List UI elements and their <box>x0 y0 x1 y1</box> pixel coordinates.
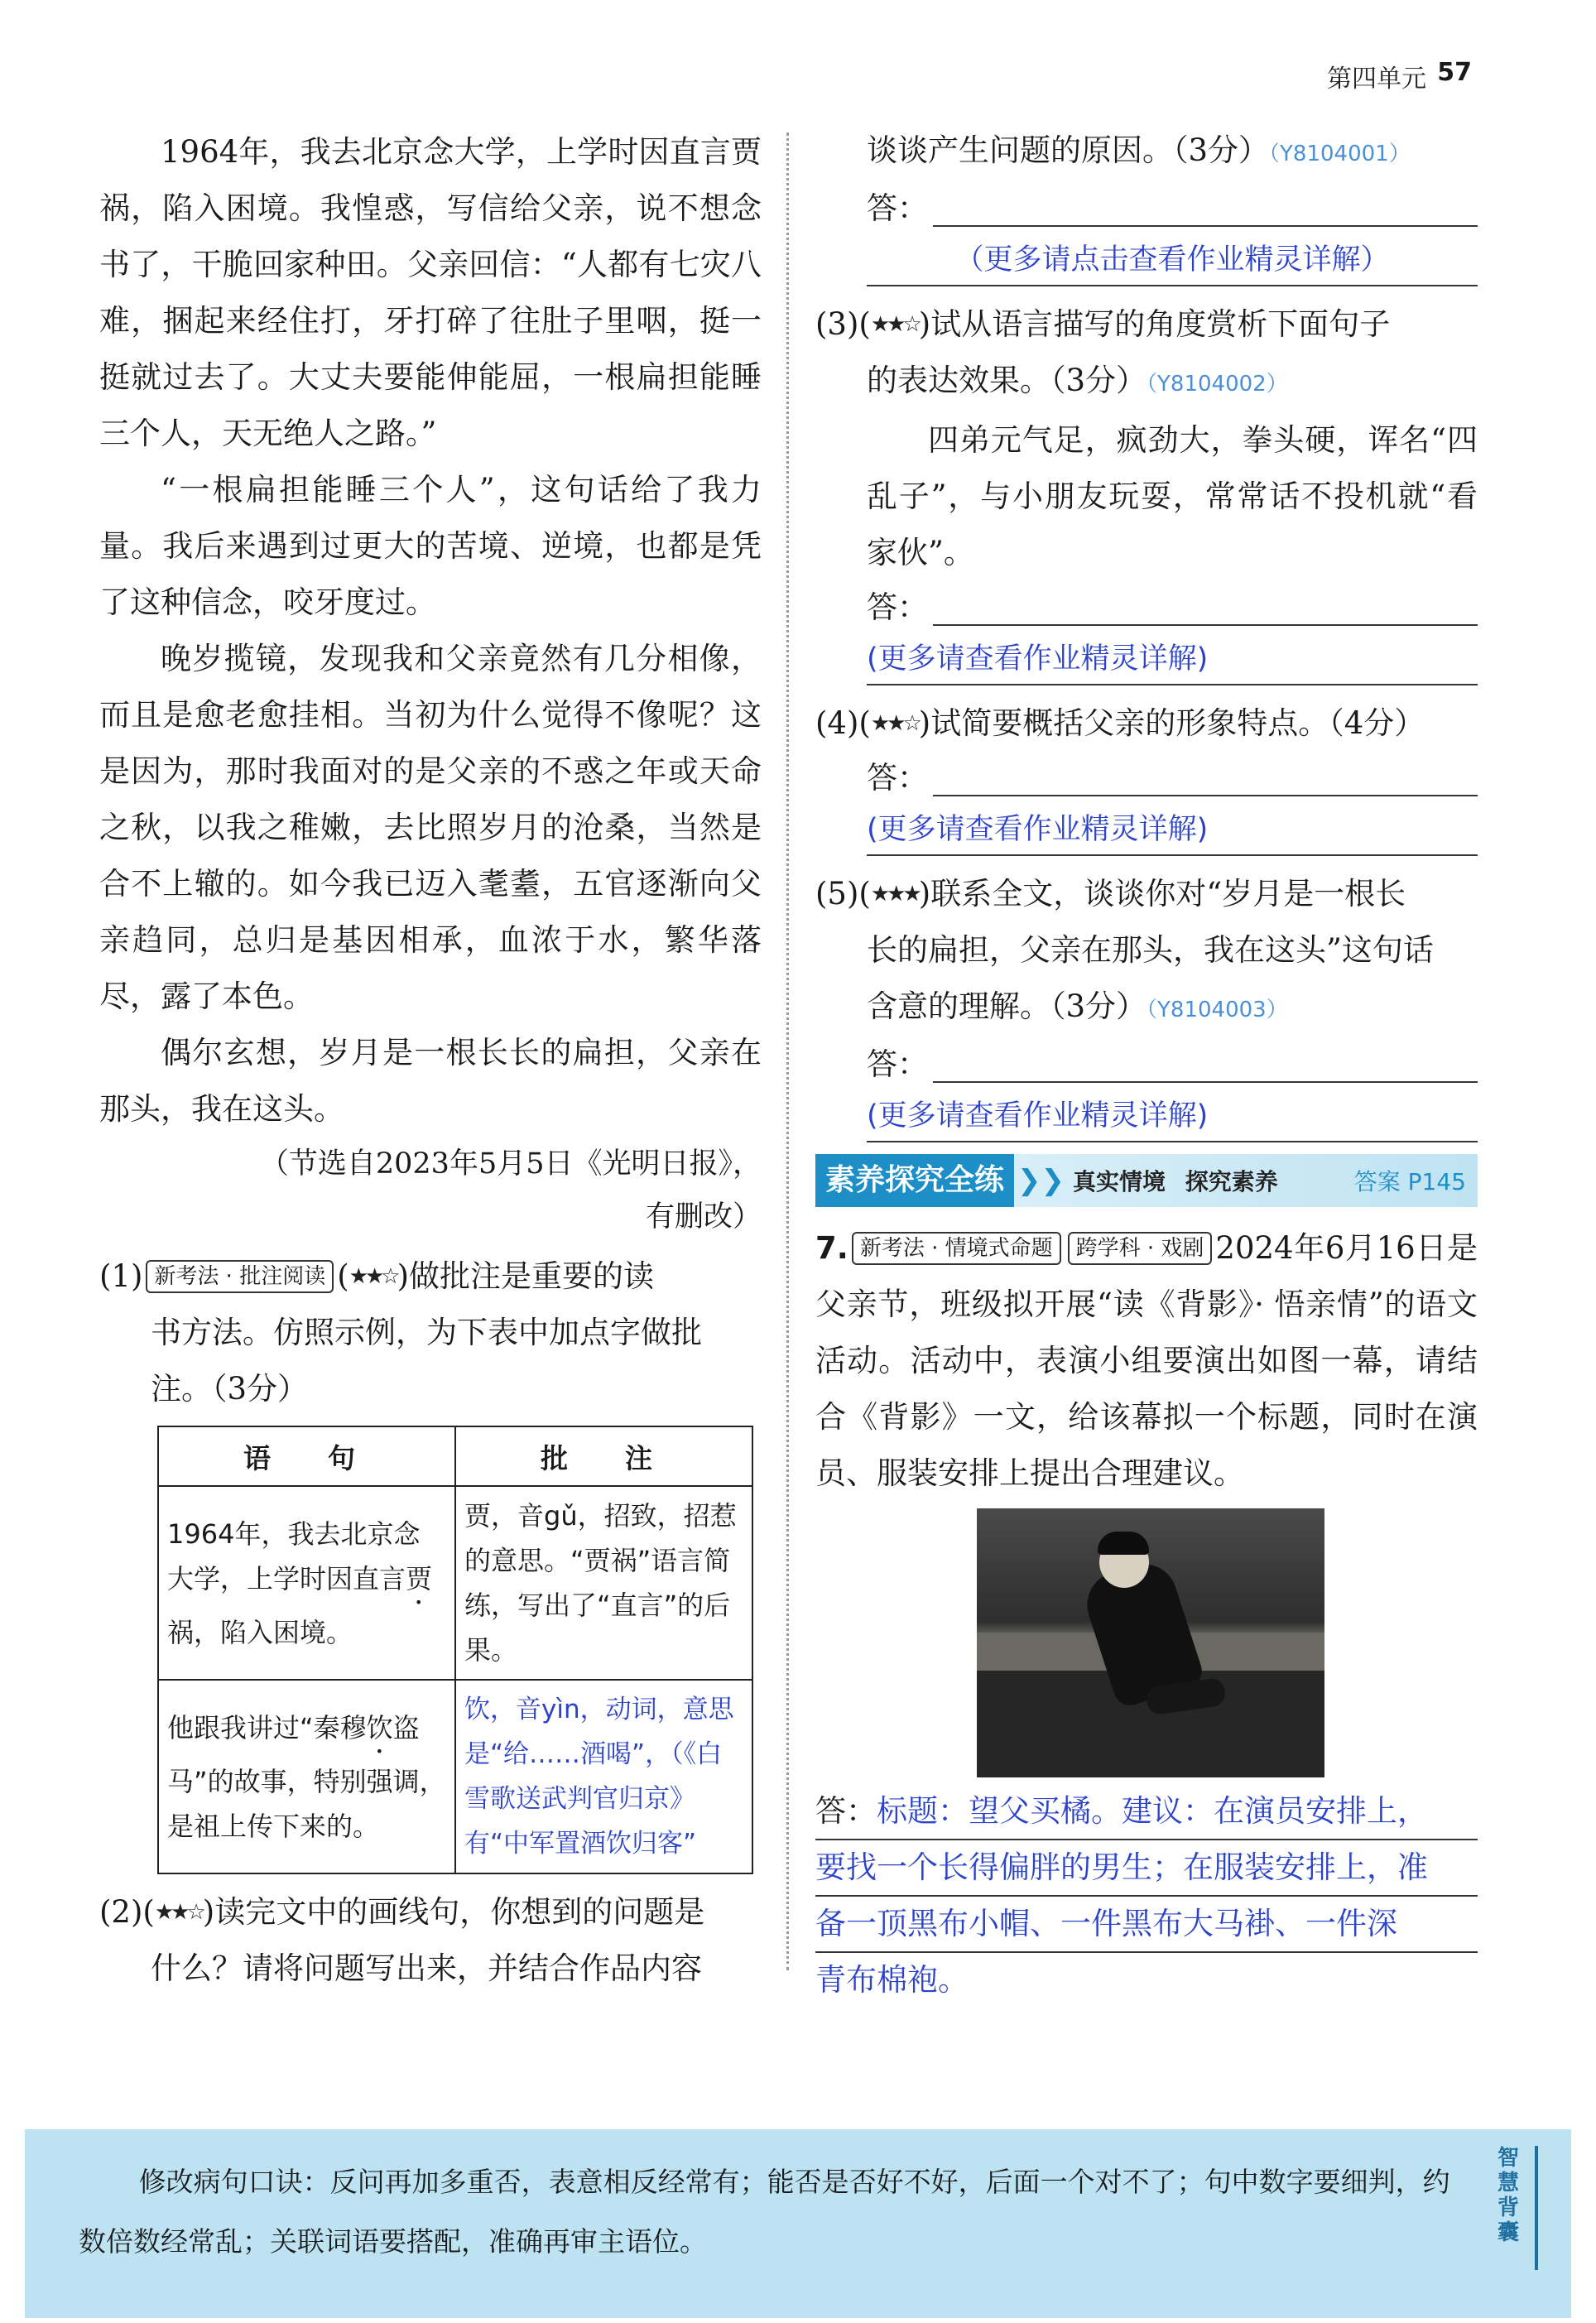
question-7-answer-label: 答： <box>815 1793 877 1829</box>
question-5: (5)(★★★)联系全文，谈谈你对“岁月是一根长 长的扁担，父亲在那头，我在这头”这句话 含意的理解。（3分）（Y8104003） 答： (更多请查看作业精灵详解) <box>815 866 1478 1142</box>
question-1-tag: 新考法 · 批注阅读 <box>146 1260 334 1293</box>
question-4: (4)(★★☆)试简要概括父亲的形象特点。（4分） 答： (更多请查看作业精灵详解) <box>815 695 1478 856</box>
question-2: (2)(★★☆)读完文中的画线句，你想到的问题是 什么？请将问题写出来，并结合作品内容 <box>99 1884 762 1997</box>
question-7-answer-3: 备一顶黑布小帽、一件黑布大马褂、一件深 <box>815 1897 1478 1953</box>
difficulty-stars-icon: ★★☆ <box>154 1900 203 1925</box>
answer-page-link[interactable]: 答案 P145 <box>1353 1168 1466 1195</box>
stage-photo <box>977 1508 1324 1777</box>
table-cell-annotation-1: 贾，音gǔ，招致，招惹的意思。“贾祸”语言简练，写出了“直言”的后果。 <box>455 1486 752 1680</box>
question-7-answer-1: 标题：望父买橘。建议：在演员安排上， <box>877 1793 1428 1829</box>
question-5-code: （Y8104003） <box>1147 998 1288 1022</box>
answer-line[interactable] <box>933 189 1478 227</box>
table-cell-sentence-2: 他跟我讲过“秦穆饮盗马”的故事，特别强调，是祖上传下来的。 <box>158 1680 455 1873</box>
table-row <box>158 1680 752 1873</box>
table-header-sentence: 语 句 <box>158 1426 455 1486</box>
passage-p3-part-b: 这是因为，那时我面对的是父亲的不惑之年或天命之秋，以我之稚嫩，去比照岁月的沧桑，当然是合不上辙的。 <box>99 697 762 902</box>
difficulty-stars-icon: ★★★ <box>870 882 919 907</box>
section-banner <box>815 1154 1478 1207</box>
question-5-more-link[interactable]: (更多请查看作业精灵详解) <box>867 1091 1478 1142</box>
question-7-answer-2: 要找一个长得偏胖的男生；在服装安排上，准 <box>815 1840 1478 1897</box>
table-header-row <box>158 1426 752 1486</box>
question-3-text-1: 试从语言描写的角度赏析下面句子 <box>930 306 1391 342</box>
difficulty-stars-icon: ★★☆ <box>870 312 919 337</box>
question-3-answer[interactable]: 答： <box>815 581 1478 634</box>
question-7-text-1: 2024年6月 <box>1215 1230 1377 1266</box>
question-5-number: (5) <box>815 876 859 911</box>
question-5-text-3: 含意的理解。（3分） <box>867 988 1147 1024</box>
left-column <box>99 124 762 1997</box>
question-5-text-1: 联系全文，谈谈你对“岁月是一根长 <box>930 876 1406 911</box>
question-7-tag-2: 跨学科 · 戏剧 <box>1068 1232 1213 1265</box>
answer-line[interactable] <box>933 1045 1478 1083</box>
question-1-text-3: 注。（3分） <box>151 1371 309 1407</box>
question-7-tag-1: 新考法 · 情境式命题 <box>852 1232 1061 1265</box>
banner-title: 素养探究全练 <box>815 1154 1014 1207</box>
question-1: (1) 新考法 · 批注阅读 (★★☆)做批注是重要的读 书方法。仿照示例，为下表中加点字做批 注。（3分） <box>99 1248 762 1417</box>
question-5-text-2: 长的扁担，父亲在那头，我在这头”这句话 <box>867 932 1434 968</box>
table-header-annotation: 批 注 <box>455 1426 752 1486</box>
question-2-text-3: 谈谈产生问题的原因。（3分） <box>867 132 1270 168</box>
annotation-table <box>157 1426 753 1874</box>
question-2-more-link[interactable]: （更多请点击查看作业精灵详解） <box>867 235 1478 286</box>
question-2-code: （Y8104001） <box>1269 142 1411 166</box>
question-4-answer[interactable]: 答： <box>815 752 1478 805</box>
question-1-text-2: 书方法。仿照示例，为下表中加点字做批 <box>151 1315 702 1350</box>
question-1-text-1: 做批注是重要的读 <box>409 1258 655 1294</box>
question-7-answer <box>815 1784 1478 2008</box>
question-7-number: 7. <box>815 1230 848 1266</box>
difficulty-stars-icon: ★★☆ <box>349 1264 397 1289</box>
wisdom-tip-box <box>25 2129 1571 2318</box>
question-2-text-2: 什么？请将问题写出来，并结合作品内容 <box>151 1950 702 1986</box>
wisdom-tip-text: 修改病句口诀：反问再加多重否，表意相反经常有；能否是否好不好，后面一个对不了；句中数字要细判，约数倍数经常乱；关联词语要搭配，准确再审主语位。 <box>79 2166 1450 2258</box>
question-2-answer[interactable]: 答： <box>815 182 1478 235</box>
question-4-text: 试简要概括父亲的形象特点。（4分） <box>930 705 1425 741</box>
question-3-more-link[interactable]: (更多请查看作业精灵详解) <box>867 634 1478 685</box>
source-line-1: （节选自2023年5月5日《光明日报》， <box>259 1147 762 1181</box>
question-3-code: （Y8104002） <box>1147 372 1288 397</box>
source-line-2: 有删改） <box>645 1200 762 1234</box>
passage-paragraph-2: “一根扁担能睡三个人”，这句话给了我力量。我后来遇到过更大的苦境、逆境，也都是凭了这种信念，咬牙度过。 <box>99 472 762 620</box>
question-5-answer[interactable]: 答： <box>815 1038 1478 1091</box>
question-7-text-2: 16日是父亲节，班级拟开展“读《背影》· 悟亲情”的语文活动。活动中，表演小组要演出如图一幕，请结合《背影》一文，给该幕拟一个标题，同时在演员、服装安排上提出合理建议。 <box>815 1230 1478 1491</box>
unit-title: 第四单元 <box>1327 65 1426 94</box>
wisdom-tip-label: 智慧背囊 <box>1497 2146 1519 2245</box>
answer-line[interactable] <box>933 758 1478 796</box>
column-divider <box>786 132 789 1970</box>
passage-paragraph-3 <box>99 631 762 1025</box>
question-3-quote: 四弟元气足，疯劲大，拳头硬，诨名“四乱子”，与小朋友玩耍，常常话不投机就“看家伙”。 <box>867 422 1478 570</box>
question-2-continued <box>815 123 1478 286</box>
table-cell-annotation-2[interactable]: 饮，音yìn，动词，意思是“给……酒喝”，（《白雪歌送武判官归京》有“中军置酒饮归客” <box>455 1680 752 1873</box>
question-7-answer-4: 青布棉袍。 <box>815 1962 969 1998</box>
passage-p3-part-a: 晚岁揽镜，发现我和父亲竟然有几分相像，而且是愈老愈挂相。当初为什么觉得不像呢？ <box>99 641 762 733</box>
passage-source <box>99 1137 762 1243</box>
page-number: 57 <box>1437 58 1472 87</box>
question-4-number: (4) <box>815 705 859 741</box>
question-4-more-link[interactable]: (更多请查看作业精灵详解) <box>867 805 1478 856</box>
answer-line[interactable] <box>933 588 1478 626</box>
table-cell-sentence-1: 1964年，我去北京念大学，上学时因直言贾祸，陷入困境。 <box>158 1486 455 1680</box>
chevron-right-icon: ❯❯ <box>1017 1164 1065 1197</box>
question-1-number: (1) <box>99 1258 143 1294</box>
question-3-text-2: 的表达效果。（3分） <box>867 363 1147 398</box>
question-7 <box>815 1220 1478 1502</box>
wisdom-tip-bar <box>1535 2146 1538 2270</box>
question-2-text-1: 读完文中的画线句，你想到的问题是 <box>214 1894 705 1930</box>
question-2-number: (2) <box>99 1894 143 1930</box>
difficulty-stars-icon: ★★☆ <box>870 711 919 736</box>
dotted-char: 饮 <box>366 1711 393 1743</box>
passage-paragraph-1: 1964年，我去北京念大学，上学时因直言贾祸，陷入困境。我惶惑，写信给父亲，说不想念书了，干脆回家种田。父亲回信：“人都有七灾八难，捆起来经住打，牙打碎了往肚子里咽，挺一挺就过去了。大丈夫要能伸能屈，一根扁担能睡三个人，天无绝人之路。” <box>99 134 762 451</box>
question-3: (3)(★★☆)试从语言描写的角度赏析下面句子 的表达效果。（3分）（Y8104002） 四弟元气足，疯劲大，拳头硬，诨名“四乱子”，与小朋友玩耍，常常话不投机就“看家伙”。 答： (更多请查看作业精灵详解) <box>815 296 1478 685</box>
table-row <box>158 1486 752 1680</box>
banner-subtitle: 真实情境 探究素养 <box>1073 1168 1278 1195</box>
passage-p3-part-c: 如今我已迈入耄耋，五官逐渐向父亲趋同，总归是基因相承，血浓于水，繁华落尽，露了本色。 <box>99 866 762 1014</box>
passage-paragraph-4: 偶尔玄想，岁月是一根长长的扁担，父亲在那头，我在这头。 <box>99 1035 762 1127</box>
question-3-number: (3) <box>815 306 859 342</box>
dotted-char: 贾 <box>406 1562 433 1594</box>
right-column <box>815 123 1478 2008</box>
